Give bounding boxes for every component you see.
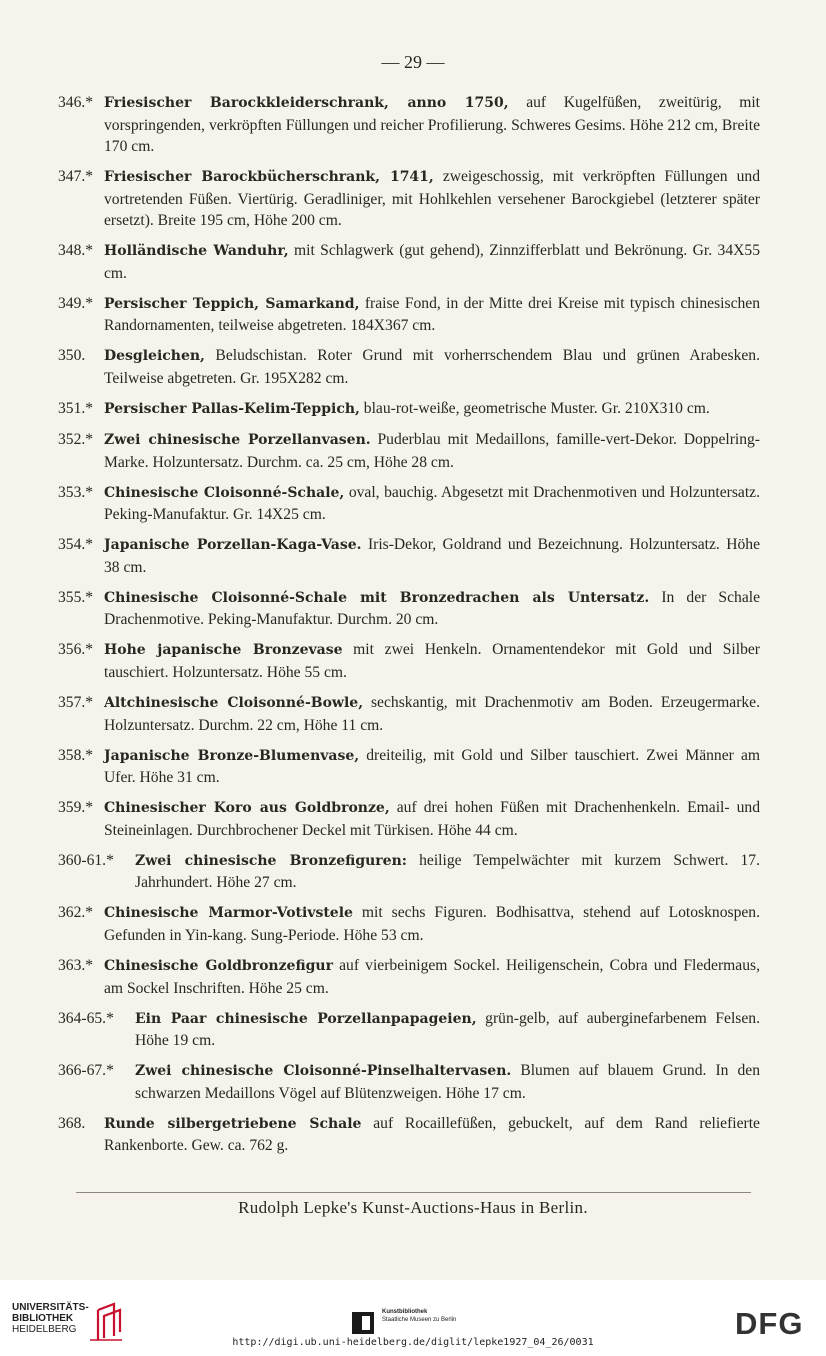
kunstbibliothek-icon [350, 1310, 376, 1336]
catalog-entry [60, 1113, 760, 1157]
entry-text: auf Kugelfüßen, zweitürig, mit vorspringenden, verkröpften Füllungen und reicher Profilierung. Schweres Gesims. Höhe 212 cm, Breite 170 cm. [104, 94, 760, 155]
uni-logo-line3: HEIDELBERG [12, 1324, 77, 1335]
page-number: — 29 — [381, 52, 445, 72]
entry-heading: Zwei chinesische Bronzefiguren: [135, 852, 407, 869]
publisher-footer: Rudolph Lepke's Kunst-Auctions-Haus in Berlin. [238, 1198, 588, 1217]
entry-text: grün-gelb, auf auberginefarbenem Felsen. Höhe 19 cm. [135, 1009, 760, 1050]
entry-number: 362.* [58, 904, 94, 922]
entry-number: 346.* [58, 94, 94, 111]
entry-text: mit sechs Figuren. Bodhisattva, stehend auf Lotosknospen. Gefunden in Yin-kang. Sung-Periode. Höhe 53 cm. [104, 904, 760, 944]
entry-heading: Zwei chinesische Cloisonné-Pinselhaltervasen. [135, 1063, 512, 1080]
entry-text: Puderblau mit Medaillons, famille-vert-Dekor. Doppelring-Marke. Holzuntersatz. Durchm. ca. 25 cm, Höhe 28 cm. [104, 431, 761, 471]
entry-text: blau-rot-weiße, geometrische Muster. Gr. 210X310 cm. [359, 399, 710, 417]
entry-number: 364-65.* [58, 1009, 114, 1027]
uni-logo-line2: BIBLIOTHEK [12, 1313, 74, 1324]
entry-text: auf vierbeinigem Sockel. Heiligenschein, Cobra und Fledermaus, am Sockel Inschriften. Höhe 25 cm. [104, 957, 760, 997]
entry-heading: Friesischer Barockkleiderschrank, anno 1750, [104, 95, 509, 111]
entry-number: 352.* [58, 431, 94, 449]
entry-number: 354.* [58, 536, 94, 554]
catalog-entry [60, 429, 760, 473]
catalog-entry [60, 398, 760, 421]
footer-divider [76, 1192, 751, 1193]
entry-heading: Japanische Bronze-Blumenvase, [104, 747, 360, 764]
digitization-bar [0, 1280, 826, 1356]
entry-number: 363.* [58, 957, 94, 974]
catalog-entry [60, 92, 760, 158]
catalog-entry [60, 240, 760, 284]
entry-text: zweigeschossig, mit verkröpften Füllungen und vortretenden Füßen. Viertürig. Geradliniger, mit Hohlkehlen versehener Barockgiebel (letzterer später ersetzt). Breite 195 cm, Höhe 200 cm. [104, 168, 760, 230]
entry-heading: Friesischer Barockbücherschrank, 1741, [104, 169, 434, 186]
entry-number: 359.* [58, 799, 94, 817]
entry-number: 357.* [58, 694, 94, 712]
permalink-url[interactable]: http://digi.ub.uni-heidelberg.de/diglit/lepke1927_04_26/0031 [232, 1337, 594, 1348]
kunstbibliothek-logo[interactable] [350, 1309, 457, 1340]
entry-text: mit zwei Henkeln. Ornamentendekor mit Gold und Silber tauschiert. Holzuntersatz. Höhe 55 cm. [104, 641, 761, 681]
catalog-entry [60, 345, 760, 389]
entry-heading: Japanische Porzellan-Kaga-Vase. [104, 537, 362, 554]
entry-text: mit Schlagwerk (gut gehend), Zinnzifferblatt und Bekrönung. Gr. 34X55 cm. [104, 242, 761, 282]
catalog-entry [60, 850, 760, 894]
entry-number: 358.* [58, 746, 94, 764]
entry-heading: Chinesischer Koro aus Goldbronze, [104, 800, 390, 817]
catalog-entry [60, 587, 760, 631]
entry-number: 348.* [58, 242, 94, 260]
catalog-entry [60, 1008, 760, 1052]
entry-number: 347.* [58, 168, 94, 186]
entry-heading: Ein Paar chinesische Porzellanpapageien, [135, 1010, 477, 1027]
catalog-entries [60, 92, 760, 1165]
entry-number: 351.* [58, 399, 94, 417]
catalog-entry [60, 482, 760, 526]
entry-heading: Desgleichen, [104, 348, 205, 365]
entry-text: fraise Fond, in der Mitte drei Kreise mit typisch chinesischen Randornamenten, teilweise abgetreten. 184X367 cm. [104, 294, 761, 335]
entry-text: dreiteilig, mit Gold und Silber tauschiert. Zwei Männer am Ufer. Höhe 31 cm. [104, 746, 760, 787]
entry-heading: Persischer Pallas-Kelim-Teppich, [104, 400, 360, 417]
kb-logo-line2: Staatliche Museen zu Berlin [382, 1317, 457, 1323]
entry-number: 356.* [58, 641, 94, 659]
entry-heading: Zwei chinesische Porzellanvasen. [104, 432, 371, 449]
entry-text: Blumen auf blauem Grund. In den schwarzen Medaillons Vögel auf Blütenzweigen. Höhe 17 cm. [135, 1062, 760, 1102]
entry-heading: Holländische Wanduhr, [104, 243, 289, 260]
catalog-entry [60, 639, 760, 683]
entry-heading: Chinesische Cloisonné-Schale mit Bronzedrachen als Untersatz. [104, 589, 650, 606]
entry-number: 353.* [58, 483, 94, 501]
entry-text: sechskantig, mit Drachenmotiv am Boden. Erzeugermarke. Holzuntersatz. Durchm. 22 cm, Höhe 11 cm. [104, 694, 760, 734]
entry-text: In der Schale Drachenmotive. Peking-Manufaktur. Durchm. 20 cm. [104, 588, 761, 629]
catalog-entry [60, 1060, 760, 1104]
entry-number: 368. [58, 1114, 86, 1132]
entry-text: Iris-Dekor, Goldrand und Bezeichnung. Holzuntersatz. Höhe 38 cm. [104, 536, 760, 576]
entry-number: 349.* [58, 294, 94, 312]
university-emblem-icon [86, 1302, 126, 1342]
entry-heading: Runde silbergetriebene Schale [104, 1115, 362, 1132]
entry-number: 350. [58, 347, 86, 365]
entry-number: 355.* [58, 588, 94, 606]
catalog-entry [60, 955, 760, 999]
catalog-entry [60, 293, 760, 337]
dfg-logo[interactable]: DFG [735, 1306, 804, 1341]
entry-text: auf Rocaillefüßen, gebuckelt, auf dem Rand reliefierte Rankenborte. Gew. ca. 762 g. [104, 1114, 760, 1155]
uni-logo-line1: UNIVERSITÄTS- [12, 1302, 89, 1313]
entry-heading: Chinesische Cloisonné-Schale, [104, 484, 345, 501]
entry-heading: Chinesische Goldbronzefigur [104, 958, 333, 974]
entry-heading: Chinesische Marmor-Votivstele [104, 905, 353, 922]
entry-text: heilige Tempelwächter mit kurzem Schwert. 17. Jahrhundert. Höhe 27 cm. [135, 851, 760, 892]
catalog-entry [60, 797, 760, 841]
entry-text: auf drei hohen Füßen mit Drachenhenkeln. Email- und Steineinlagen. Durchbrochener Deckel mit Türkisen. Höhe 44 cm. [104, 799, 760, 839]
entry-heading: Hohe japanische Bronzevase [104, 642, 343, 659]
entry-number: 360-61.* [58, 851, 114, 869]
catalog-entry [60, 902, 760, 946]
catalog-entry [60, 692, 760, 736]
catalog-entry [60, 166, 760, 232]
entry-heading: Persischer Teppich, Samarkand, [104, 295, 360, 312]
catalog-entry [60, 534, 760, 578]
catalog-entry [60, 745, 760, 789]
entry-text: oval, bauchig. Abgesetzt mit Drachenmotiven und Holzuntersatz. Peking-Manufaktur. Gr. 14X25 cm. [104, 483, 760, 524]
entry-text: Beludschistan. Roter Grund mit vorherrschendem Blau und grünen Arabesken. Teilweise abgetreten. Gr. 195X282 cm. [104, 347, 760, 387]
entry-number: 366-67.* [58, 1062, 114, 1080]
kb-logo-line1: Kunstbibliothek [382, 1309, 428, 1315]
entry-heading: Altchinesische Cloisonné-Bowle, [104, 695, 364, 712]
